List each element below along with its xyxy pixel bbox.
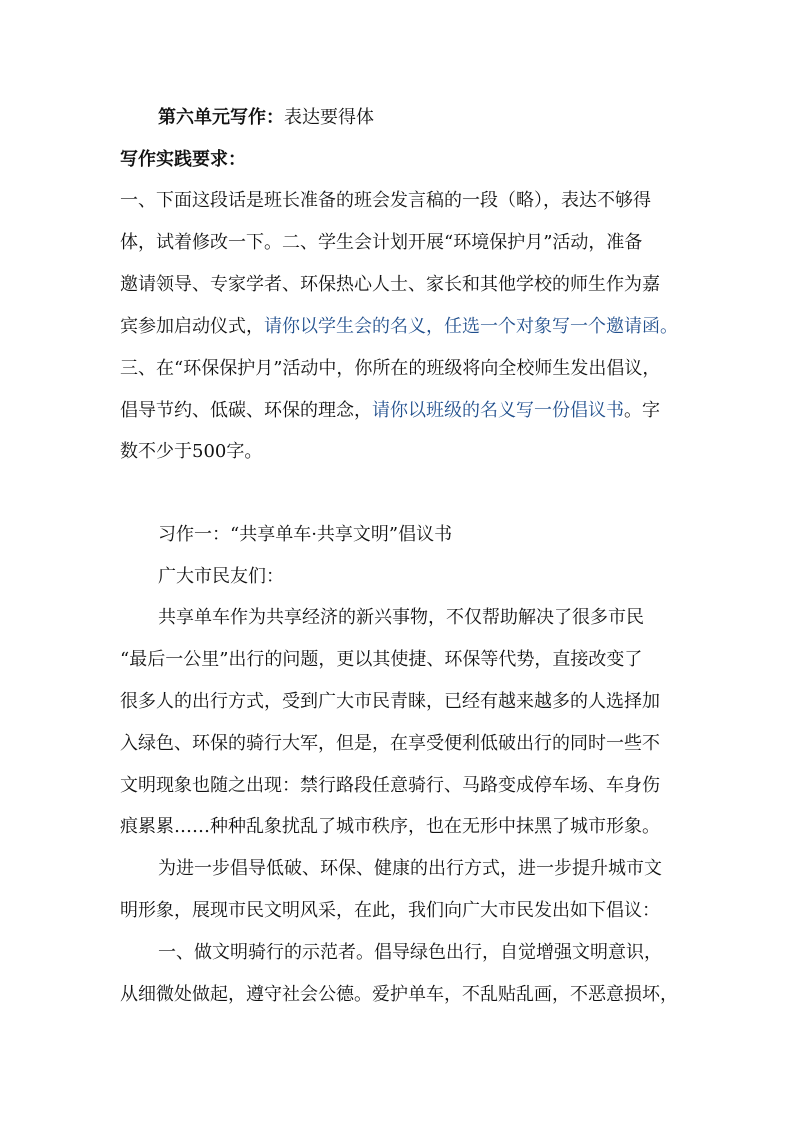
paragraph-1-line: 共享单车作为共享经济的新兴事物，不仅帮助解决了很多市民 (158, 607, 644, 628)
paragraph-1-line: “最后一公里”出行的问题，更以其使捷、环保等代势，直接改变了 (120, 649, 643, 670)
unit-heading (158, 106, 374, 130)
essay-salutation: 广大市民友们： (158, 566, 284, 587)
requirements-line-5: 三、在“环保保护月”活动中，你所在的班级将向全校师生发出倡议， (120, 358, 661, 379)
essay-title: 习作一：“共享单车·共享文明”倡议书 (158, 524, 453, 545)
invitation-task: 请你以学生会的名义，任选一个对象写一个邀请函。 (264, 316, 678, 337)
proposal-task: 请你以班级的名义写一份倡议书 (372, 400, 624, 421)
paragraph-1-line: 入绿色、环保的骑行大军，但是，在享受便利低破出行的同时一些不 (120, 733, 660, 754)
requirements-line-7: 数不少于500字。 (120, 441, 263, 462)
unit-heading-topic: 表达要得体 (284, 107, 374, 128)
requirements-line-6-end: 。字 (624, 400, 660, 421)
requirements-line-6-text: 倡导节约、低碳、环保的理念， (120, 400, 372, 421)
paragraph-2-line: 为进一步倡导低破、环保、健康的出行方式，进一步提升城市文 (158, 858, 662, 879)
requirements-line-4 (120, 315, 678, 339)
requirements-line-1: 一、下面这段话是班长准备的班会发言稿的一段（略），表达不够得 (120, 190, 651, 211)
paragraph-2-line: 明形象，展现市民文明风采，在此，我们向广大市民发出如下倡议： (120, 900, 660, 921)
paragraph-1-line: 很多人的出行方式，受到广大市民青睐，已经有越来越多的人选择加 (120, 691, 660, 712)
requirements-line-3: 邀请领导、专家学者、环保热心人士、家长和其他学校的师生作为嘉 (120, 274, 660, 295)
paragraph-1-line: 文明现象也随之出现：禁行路段任意骑行、马路变成停车场、车身伤 (120, 775, 660, 796)
paragraph-3-line: 从细微处做起，遵守社会公德。爱护单车，不乱贴乱画，不恶意损坏， (120, 984, 678, 1005)
requirements-line-4-text: 宾参加启动仪式， (120, 316, 264, 337)
requirements-line-6 (120, 399, 660, 423)
requirements-title: 写作实践要求： (120, 149, 246, 170)
requirements-line-2: 体，试着修改一下。二、学生会计划开展“环境保护月”活动，准备 (120, 232, 643, 253)
paragraph-1-line: 痕累累……种种乱象扰乱了城市秩序，也在无形中抹黑了城市形象。 (120, 816, 660, 837)
unit-heading-label: 第六单元写作： (158, 107, 284, 128)
paragraph-3-line: 一、做文明骑行的示范者。倡导绿色出行，自觉增强文明意识， (158, 942, 662, 963)
